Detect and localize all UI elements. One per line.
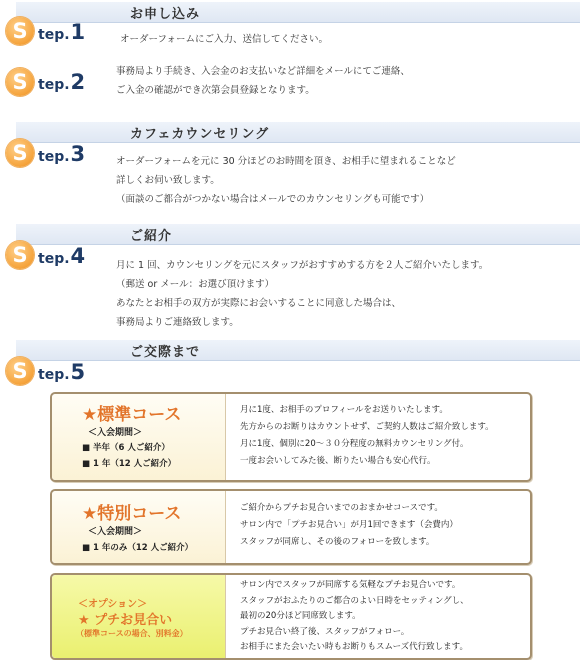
- option-left: [52, 575, 226, 658]
- step-3-band: [16, 122, 580, 143]
- option-label: ＜オプション＞: [78, 599, 148, 610]
- step-4-band: [16, 224, 580, 245]
- special-period-label: ＜入会期間＞: [88, 527, 143, 537]
- step-3-text: オーダーフォームを元に 30 分ほどのお時間を頂き、お相手に望まれることなど 詳しくお伺い致します。 （面談のご都合がつかない場合はメールでのカウンセリングも可能です）: [116, 156, 456, 205]
- step-4-s-badge: S: [6, 241, 34, 269]
- step-3: [0, 122, 580, 212]
- standard-period-label: ＜入会期間＞: [88, 428, 143, 438]
- step-3-s-badge: S: [6, 139, 34, 167]
- step-1: [0, 2, 580, 52]
- standard-course-left: [52, 394, 226, 480]
- step-2-label: tep.2: [38, 70, 86, 94]
- step-5-label: tep.5: [38, 360, 86, 384]
- special-course-left: [52, 491, 226, 563]
- step-3-title: カフェカウンセリング: [130, 127, 270, 142]
- option-name: ★ プチお見合い: [78, 613, 173, 628]
- step-1-s-badge: S: [6, 17, 34, 45]
- standard-course-name: ★標準コース: [82, 405, 182, 425]
- step-5-s-badge: S: [6, 357, 34, 385]
- standard-course-box: [50, 392, 532, 482]
- step-2-s-badge: S: [6, 68, 34, 96]
- step-4-text: 月に 1 回、カウンセリングを元にスタッフがおすすめする方を２人ご紹介いたします。 （郵送 or メール：お選び頂けます） あなたとお相手の双方が実際にお会いすることに同意した場合は、 事務局よりご連絡致します。: [116, 260, 489, 328]
- option-note: （標準コースの場合、別料金）: [76, 629, 188, 638]
- step-5-title: ご交際まで: [130, 345, 201, 360]
- step-4: [0, 224, 580, 334]
- standard-course-desc: 月に1度、お相手のプロフィールをお送りいたします。 先方からのお断りはカウントせず、ご契約人数はご紹介致します。 月に1度、個別に20～３０分程度の無料カウンセリング付。 一度お会いしてみた後、断りたい場合も安心代行。: [240, 405, 494, 466]
- step-1-band: [16, 2, 580, 23]
- step-5-band: [16, 340, 580, 361]
- special-course-box: [50, 489, 532, 565]
- step-4-label: tep.4: [38, 244, 86, 268]
- step-3-label: tep.3: [38, 142, 86, 166]
- special-course-name: ★特別コース: [82, 504, 182, 524]
- standard-item-2: ■ 1 年（12 人ご紹介）: [82, 459, 177, 469]
- step-2: [0, 60, 580, 120]
- step-1-title: お申し込み: [130, 7, 201, 22]
- standard-item-1: ■ 半年（6 人ご紹介）: [82, 443, 170, 453]
- special-item-1: ■ 1 年のみ（12 人ご紹介）: [82, 543, 194, 553]
- special-course-desc: ご紹介からプチお見合いまでのおまかせコースです。 サロン内で「プチお見合い」が月1回できます（会費内） スタッフが同席し、その後のフォローを致します。: [240, 503, 458, 547]
- step-2-text: 事務局より手続き、入会金のお支払いなど詳細をメールにてご連絡、 ご入金の確認ができ次第会員登録となります。: [116, 66, 410, 96]
- step-5: [0, 340, 580, 390]
- step-1-text: オーダーフォームにご入力、送信してください。: [120, 34, 329, 45]
- option-box: [50, 573, 532, 660]
- step-4-title: ご紹介: [130, 229, 173, 244]
- step-1-label: tep.1: [38, 20, 86, 44]
- option-desc: サロン内でスタッフが同席する気軽なプチお見合いです。 スタッフがおふたりのご都合のよい日時をセッティングし、 最初の20分ほど同席致します。 プチお見合い終了後、スタッフがフォロー。 お相手にまた会いたい時もお断りもスムーズ代行致します。: [240, 580, 469, 652]
